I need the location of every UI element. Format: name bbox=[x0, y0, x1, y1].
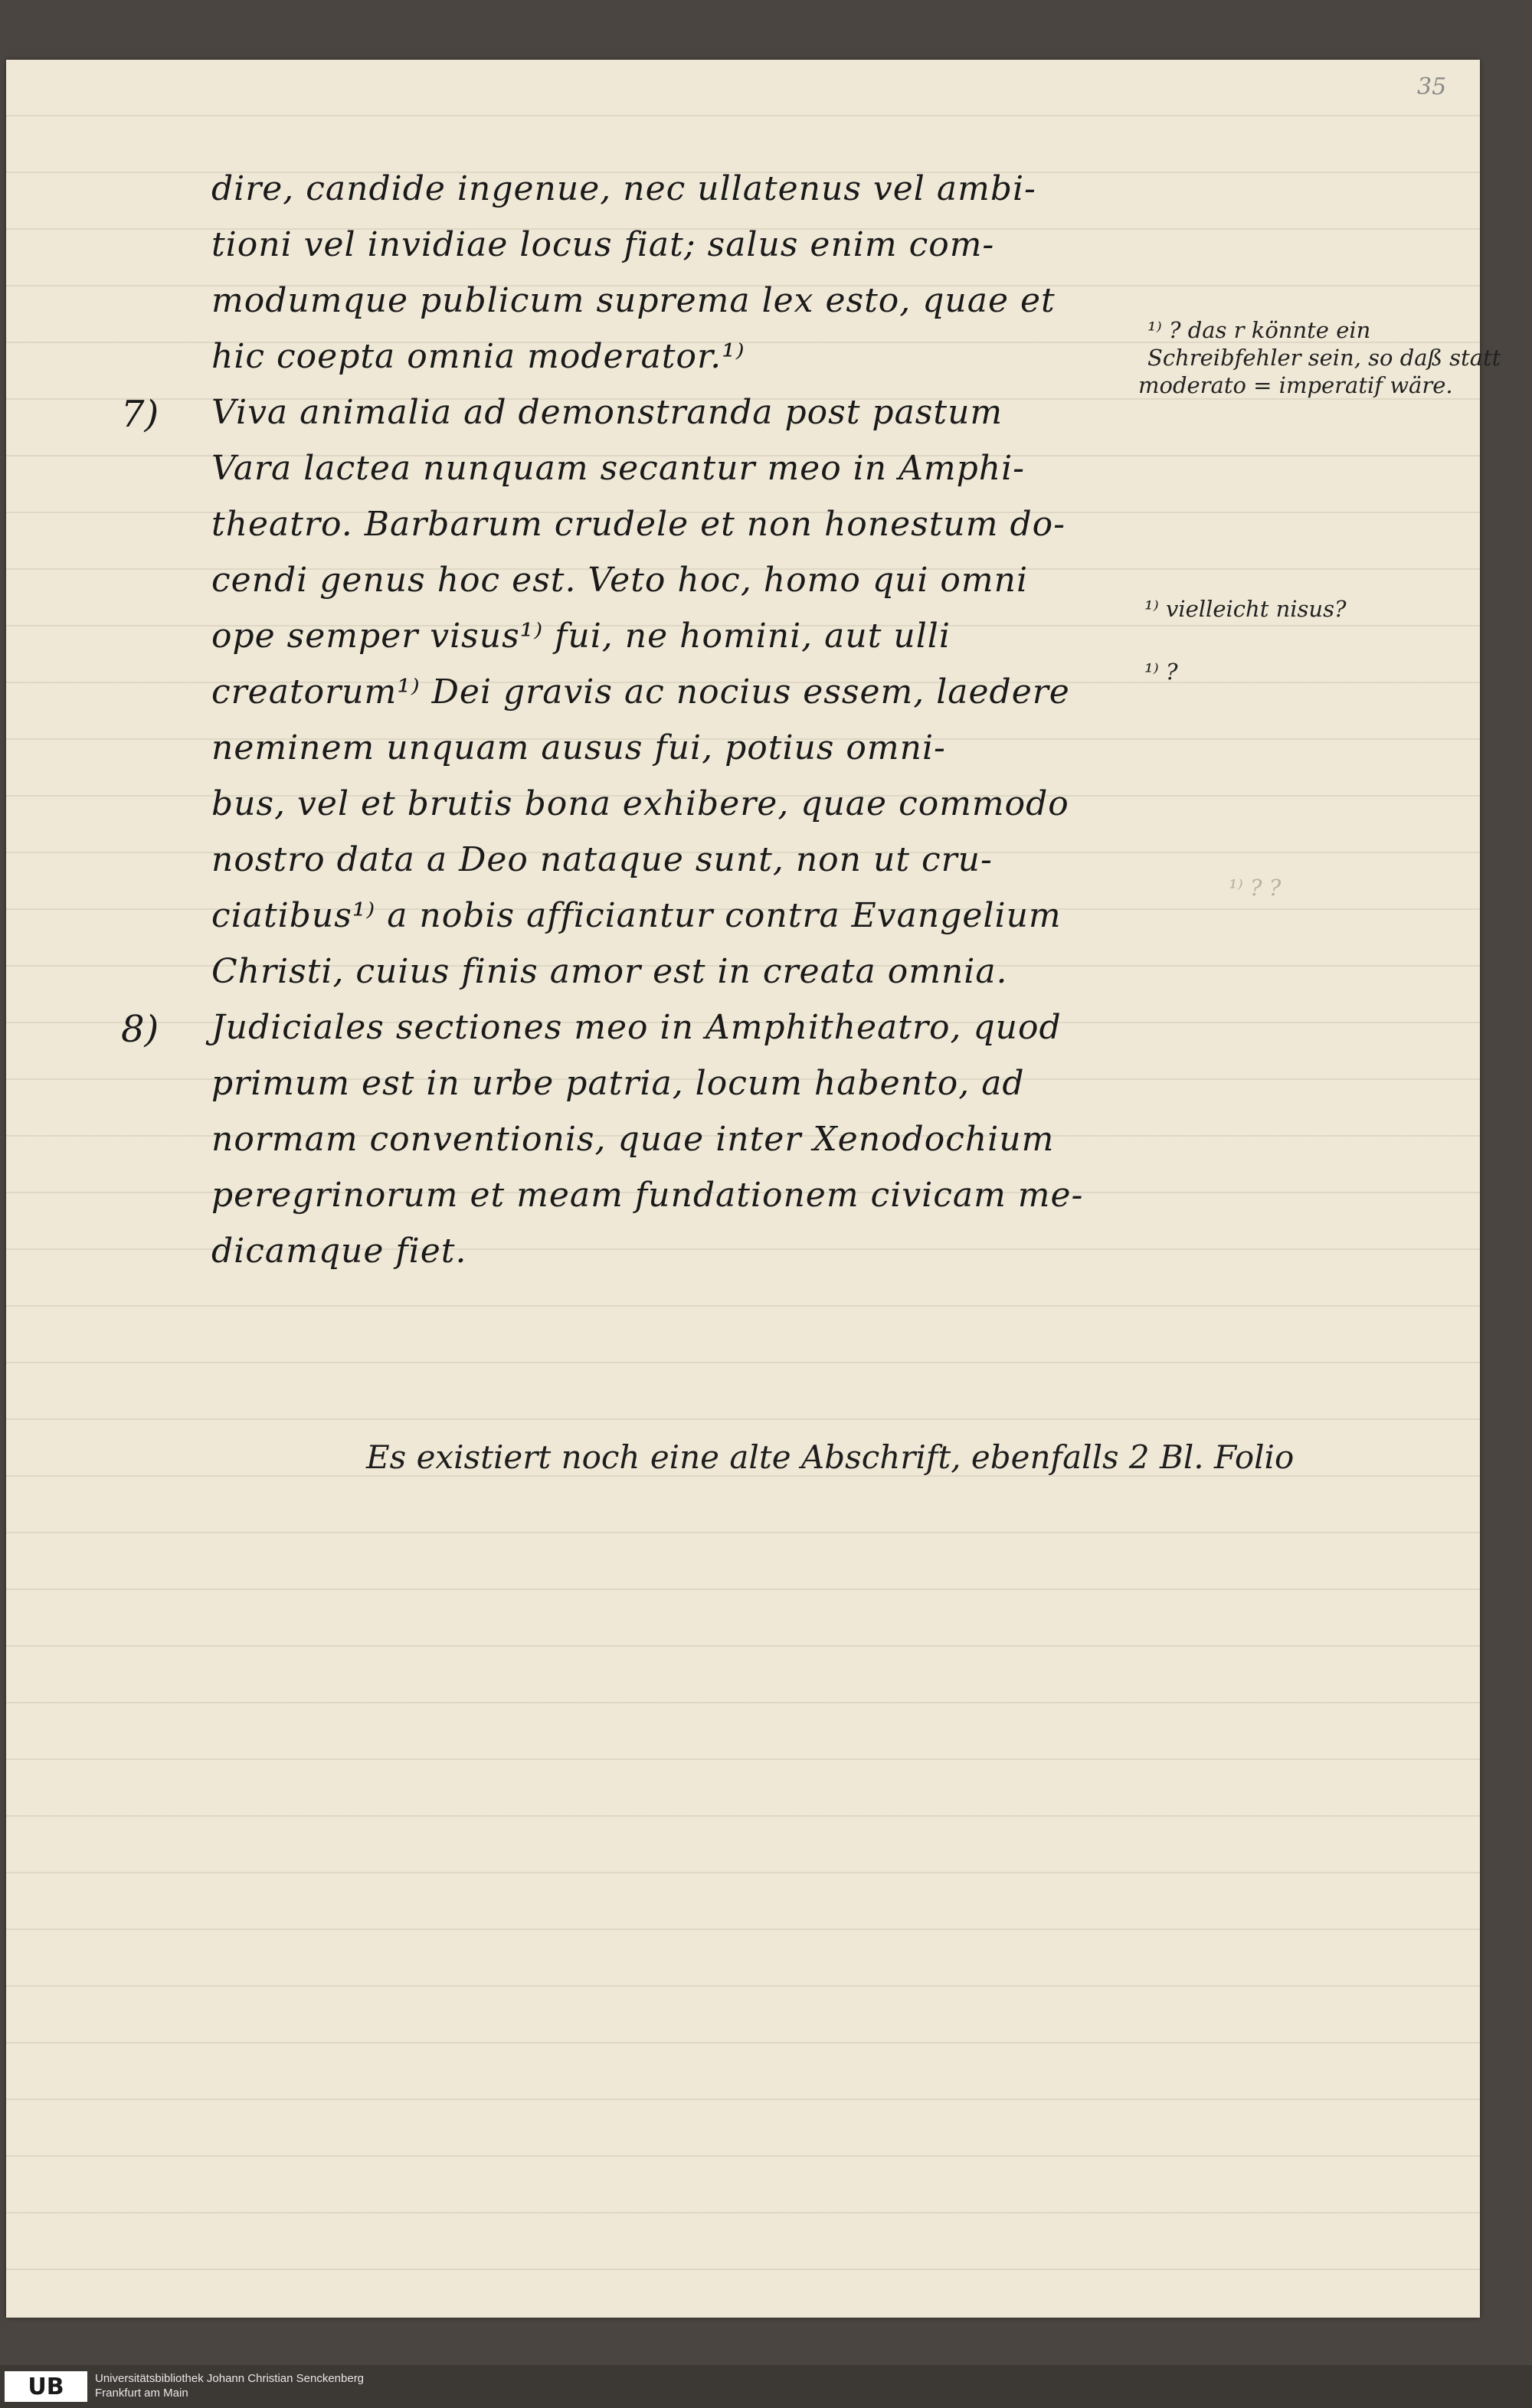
text-line: nostro data a Deo nataque sunt, non ut cru- bbox=[211, 840, 993, 879]
item-number-7: 7) bbox=[121, 393, 159, 436]
margin-note: ¹⁾ ? bbox=[1144, 659, 1178, 685]
text-line: creatorum¹⁾ Dei gravis ac nocius essem, laedere bbox=[211, 672, 1070, 712]
text-line: Vara lactea nunquam secantur meo in Amphi- bbox=[211, 449, 1026, 488]
text-line: primum est in urbe patria, locum habento, ad bbox=[211, 1064, 1025, 1103]
text-line: dire, candide ingenue, nec ullatenus vel ambi- bbox=[211, 169, 1036, 208]
text-line: hic coepta omnia moderator.¹⁾ bbox=[211, 337, 745, 376]
text-line: cendi genus hoc est. Veto hoc, homo qui omni bbox=[211, 561, 1029, 600]
text-line: tioni vel invidiae locus fiat; salus enim com- bbox=[211, 225, 995, 264]
item-number-8: 8) bbox=[121, 1008, 159, 1051]
page-number: 35 bbox=[1417, 74, 1447, 100]
margin-note: ¹⁾ ? ? bbox=[1229, 875, 1282, 901]
library-name-line1: Universitätsbibliothek Johann Christian Senckenberg bbox=[95, 2372, 365, 2385]
text-line: normam conventionis, quae inter Xenodochium bbox=[211, 1120, 1055, 1159]
text-line: ope semper visus¹⁾ fui, ne homini, aut ulli bbox=[211, 617, 951, 656]
margin-note: ¹⁾ ? das r könnte ein bbox=[1147, 317, 1371, 343]
text-line: bus, vel et brutis bona exhibere, quae commodo bbox=[211, 784, 1069, 823]
footer-bar bbox=[0, 2365, 1532, 2408]
library-logo: UB bbox=[5, 2371, 87, 2402]
margin-note: ¹⁾ vielleicht nisus? bbox=[1144, 596, 1347, 622]
text-line: Viva animalia ad demonstranda post pastum bbox=[211, 393, 1003, 432]
closing-note: Es existiert noch eine alte Abschrift, ebenfalls 2 Bl. Folio bbox=[366, 1438, 1295, 1476]
margin-note: Schreibfehler sein, so daß statt bbox=[1147, 345, 1501, 371]
text-line: neminem unquam ausus fui, potius omni- bbox=[211, 728, 946, 767]
library-name bbox=[95, 2371, 364, 2400]
text-line: theatro. Barbarum crudele et non honestum do- bbox=[211, 505, 1066, 544]
text-line: Christi, cuius finis amor est in creata omnia. bbox=[211, 952, 1008, 991]
text-line: Judiciales sectiones meo in Amphitheatro, quod bbox=[211, 1008, 1062, 1047]
margin-note: moderato = imperatif wäre. bbox=[1138, 372, 1453, 398]
manuscript-page bbox=[6, 60, 1501, 2318]
text-line: ciatibus¹⁾ a nobis afficiantur contra Evangelium bbox=[211, 896, 1062, 935]
text-line: modumque publicum suprema lex esto, quae et bbox=[211, 281, 1056, 320]
text-line: dicamque fiet. bbox=[211, 1232, 467, 1271]
library-name-line2: Frankfurt am Main bbox=[95, 2387, 188, 2400]
text-line: peregrinorum et meam fundationem civicam me- bbox=[211, 1176, 1084, 1215]
